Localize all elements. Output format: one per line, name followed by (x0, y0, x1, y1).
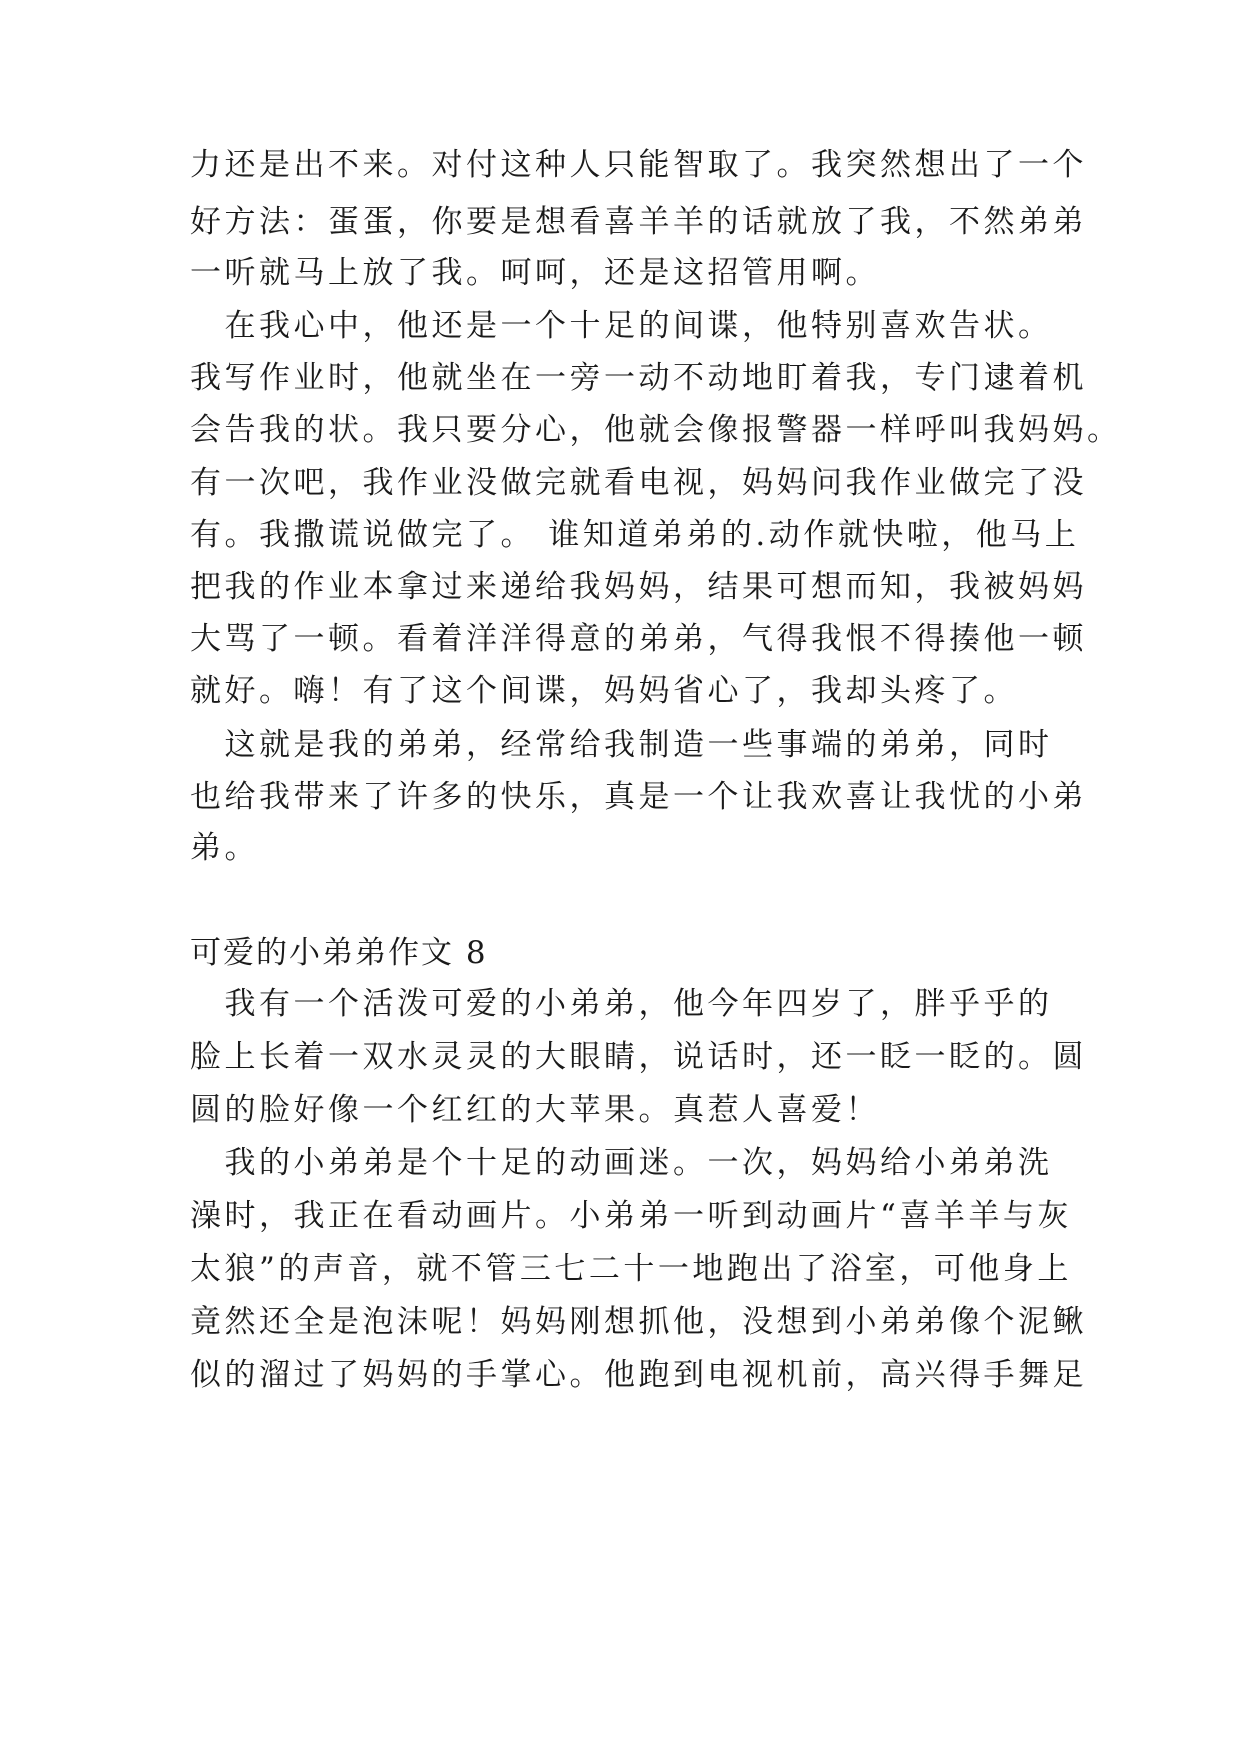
text-line: 会告我的状。我只要分心，他就会像报警器一样呼叫我妈妈。 (190, 412, 1122, 448)
text-line: 这就是我的弟弟，经常给我制造一些事端的弟弟，同时 (190, 727, 1053, 763)
text-line: 一听就马上放了我。呵呵，还是这招管用啊。 (190, 255, 880, 291)
text-line: 在我心中，他还是一个十足的间谍，他特别喜欢告状。 (190, 308, 1053, 344)
text-line: 我的小弟弟是个十足的动画迷。一次，妈妈给小弟弟洗 (190, 1145, 1053, 1181)
text-line: 把我的作业本拿过来递给我妈妈，结果可想而知，我被妈妈 (190, 569, 1087, 605)
text-line: 澡时，我正在看动画片。小弟弟一听到动画片“喜羊羊与灰 (190, 1198, 1072, 1234)
text-line: 我有一个活泼可爱的小弟弟，他今年四岁了，胖乎乎的 (190, 986, 1053, 1022)
text-line: 好方法：蛋蛋，你要是想看喜羊羊的话就放了我，不然弟弟 (190, 204, 1087, 240)
text-line: 我写作业时，他就坐在一旁一动不动地盯着我，专门逮着机 (190, 360, 1087, 396)
text-line: 大骂了一顿。看着洋洋得意的弟弟，气得我恨不得揍他一顿 (190, 621, 1087, 657)
text-line: 弟。 (190, 830, 259, 866)
text-line: 脸上长着一双水灵灵的大眼睛，说话时，还一眨一眨的。圆 (190, 1039, 1087, 1075)
text-line: 太狼”的声音，就不管三七二十一地跑出了浴室，可他身上 (190, 1251, 1072, 1287)
text-line: 就好。嗨！有了这个间谍，妈妈省心了，我却头疼了。 (190, 673, 1018, 709)
text-line: 竟然还全是泡沫呢！妈妈刚想抓他，没想到小弟弟像个泥鳅 (190, 1304, 1087, 1340)
text-line: 力还是出不来。对付这种人只能智取了。我突然想出了一个 (190, 147, 1087, 183)
section-heading: 可爱的小弟弟作文 8 (190, 935, 488, 971)
text-line: 也给我带来了许多的快乐，真是一个让我欢喜让我忧的小弟 (190, 779, 1087, 815)
text-line: 有一次吧，我作业没做完就看电视，妈妈问我作业做完了没 (190, 465, 1087, 501)
text-line: 圆的脸好像一个红红的大苹果。真惹人喜爱！ (190, 1092, 880, 1128)
text-line: 似的溜过了妈妈的手掌心。他跑到电视机前，高兴得手舞足 (190, 1357, 1087, 1393)
text-line: 有。我撒谎说做完了。 谁知道弟弟的.动作就快啦，他马上 (190, 517, 1080, 553)
